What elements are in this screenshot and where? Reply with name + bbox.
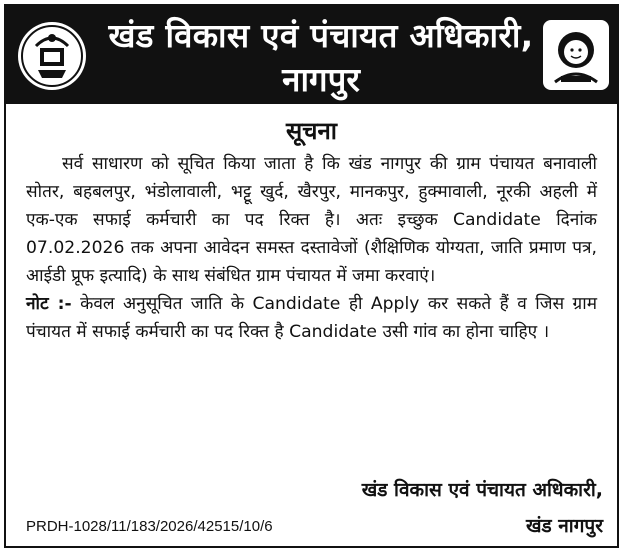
header-title-line2: नागपुर (282, 60, 360, 99)
signature-line2: खंड नागपुर (525, 515, 603, 537)
reference-number: PRDH-1028/11/183/2026/42515/10/6 (26, 518, 273, 535)
beti-bachao-logo-icon (541, 16, 611, 94)
header-title-line1: खंड विकास एवं पंचायत अधिकारी, (108, 16, 534, 55)
notice-subject: सूचना (286, 117, 337, 145)
note-text: केवल अनुसूचित जाति के Candidate ही Apply कर सकते हैं व जिस ग्राम पंचायत में सफाई कर्मचारी का पद रिक्त है Candidate उसी गांव का होना चाहिए । (26, 294, 597, 342)
notice-header (6, 6, 617, 104)
notice-paragraph: सर्व साधारण को सूचित किया जाता है कि खंड नागपुर की ग्राम पंचायत बनावाली सोतर, बहबलपुर, भंडोलावाली, भट्टू खुर्द, खैरपुर, मानकपुर, हुक्मावाली, नूरकी अहली में एक-एक सफाई कर्मचारी का पद रिक्त है। अतः इच्छुक Candidate दिनांक 07.02.2026 तक अपना आवेदन समस्त दस्तावेजों (शैक्षिणिक योग्यता, जाति प्रमाण पत्र, आईडी प्रूफ इत्यादि) के साथ संबंधित ग्राम पंचायत में जमा करवाएं। (26, 154, 597, 286)
notice-body (26, 150, 597, 346)
signature-line1: खंड विकास एवं पंचायत अधिकारी, (361, 479, 603, 501)
notice-box (4, 4, 619, 548)
note-label: नोट :- (26, 294, 72, 314)
notice-note (26, 290, 597, 346)
haryana-govt-emblem-icon (16, 16, 88, 94)
